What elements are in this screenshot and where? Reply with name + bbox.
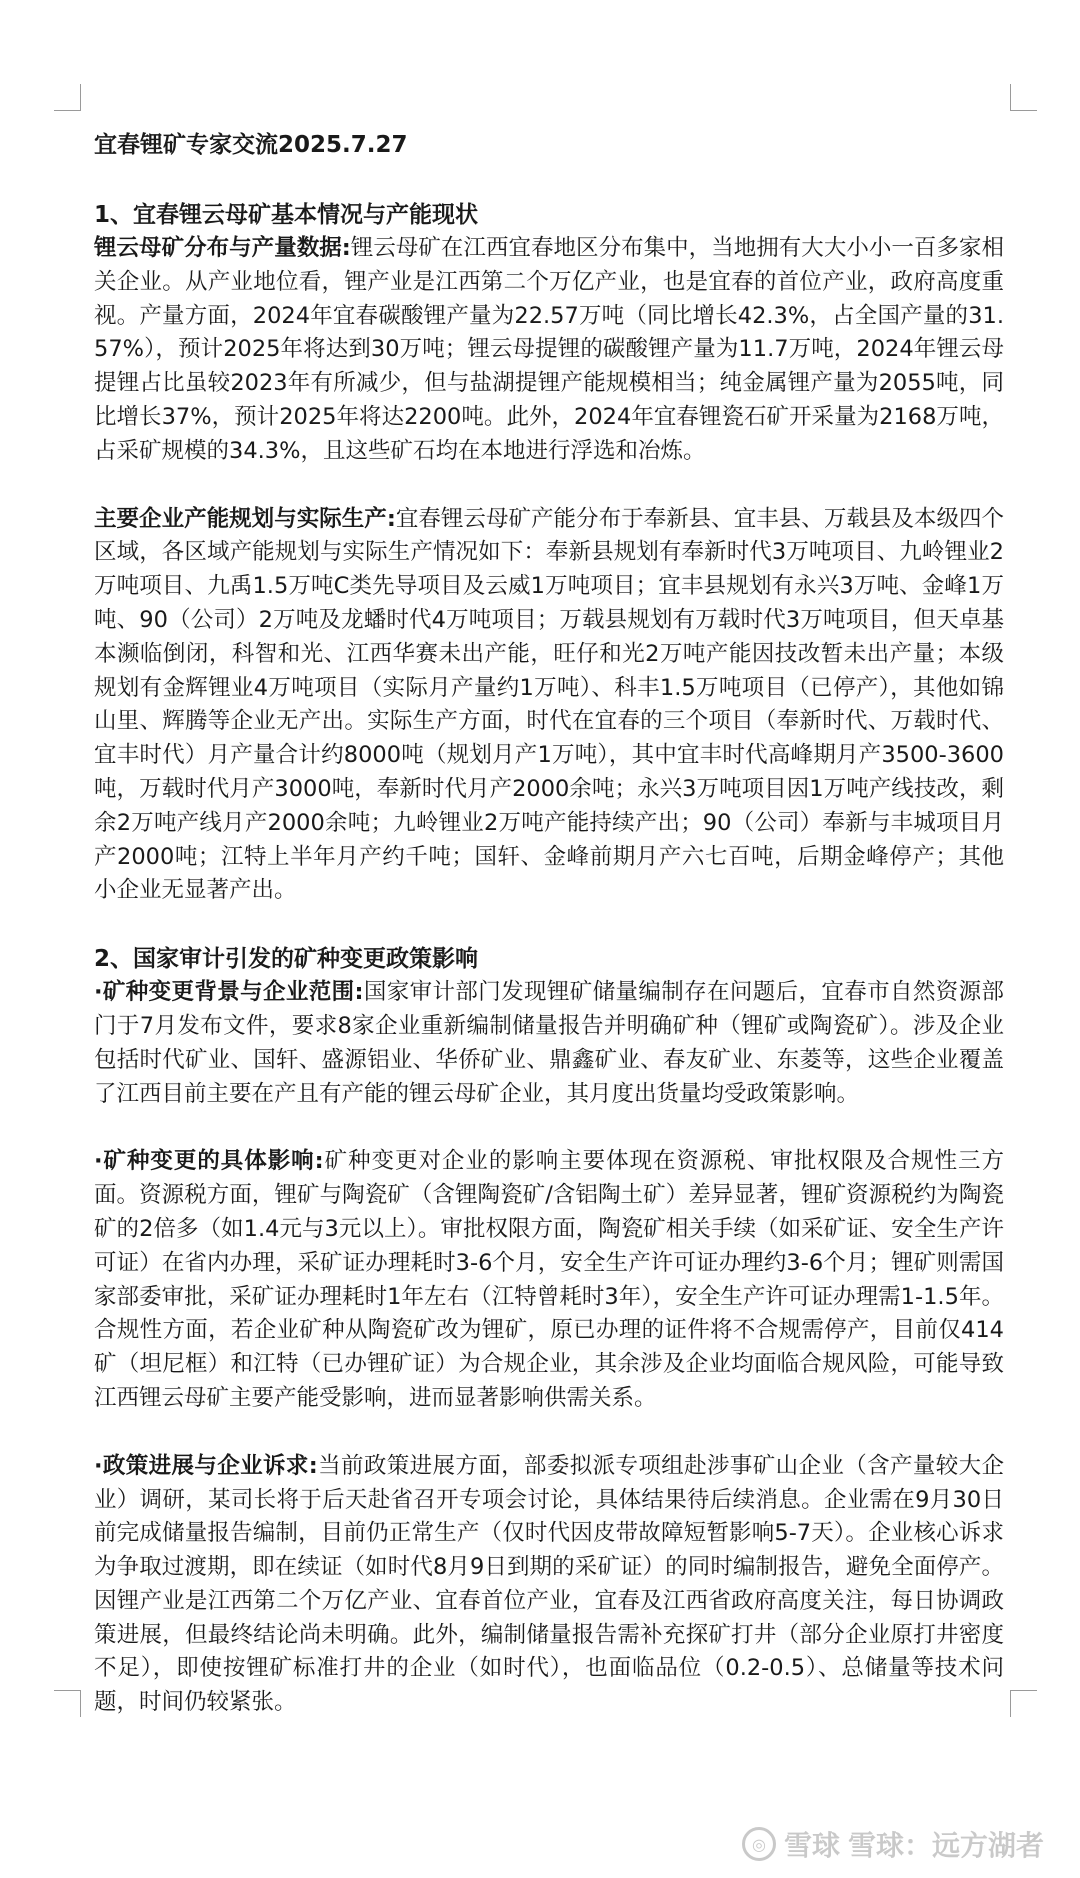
page-corner-mark-top-left xyxy=(54,84,81,111)
paragraph-body: 锂云母矿在江西宜春地区分布集中，当地拥有大大小小一百多家相关企业。从产业地位看，锂产业是江西第二个万亿产业，也是宜春的首位产业，政府高度重视。产量方面，2024年宜春碳酸锂产量为22.57万吨（同比增长42.3%，占全国产量的31.57%），预计2025年将达到30万吨；锂云母提锂的碳酸锂产量为11.7万吨，2024年锂云母提锂占比虽较2023年有所减少，但与盐湖提锂产能规模相当；纯金属锂产量为2055吨，同比增长37%，预计2025年将达2200吨。此外，2024年宜春锂瓷石矿开采量为2168万吨，占采矿规模的34.3%，且这些矿石均在本地进行浮选和冶炼。 xyxy=(94,235,1004,464)
paragraph-lead: ·矿种变更的具体影响: xyxy=(94,1148,324,1175)
paragraph-body: 当前政策进展方面，部委拟派专项组赴涉事矿山企业（含产量较大企业）调研，某司长将于后天赴省召开专项会讨论，具体结果待后续消息。企业需在9月30日前完成储量报告编制，目前仍正常生产（仅时代因皮带故障短暂影响5-7天）。企业核心诉求为争取过渡期，即在续证（如时代8月9日到期的采矿证）的同时编制报告，避免全面停产。因锂产业是江西第二个万亿产业、宜春首位产业，宜春及江西省政府高度关注，每日协调政策进展，但最终结论尚未明确。此外，编制储量报告需补充探矿打井（部分企业原打井密度不足），即使按锂矿标准打井的企业（如时代），也面临品位（0.2-0.5）、总储量等技术问题，时间仍较紧张。 xyxy=(94,1452,1004,1716)
paragraph-lead: 锂云母矿分布与产量数据: xyxy=(94,235,351,261)
paragraph-body: 宜春锂云母矿产能分布于奉新县、宜丰县、万载县及本级四个区域，各区域产能规划与实际生产情况如下：奉新县规划有奉新时代3万吨项目、九岭锂业2万吨项目、九禹1.5万吨C类先导项目及云威1万吨项目；宜丰县规划有永兴3万吨、金峰1万吨、90（公司）2万吨及龙蟠时代4万吨项目；万载县规划有万载时代3万吨项目，但天卓基本濒临倒闭，科智和光、江西华赛未出产能，旺仔和光2万吨产能因技改暂未出产量；本级规划有金辉锂业4万吨项目（实际月产量约1万吨）、科丰1.5万吨项目（已停产），其他如锦山里、辉腾等企业无产出。实际生产方面，时代在宜春的三个项目（奉新时代、万载时代、宜丰时代）月产量合计约8000吨（规划月产1万吨），其中宜丰时代高峰期月产3500-3600吨，万载时代月产3000吨，奉新时代月产2000余吨；永兴3万吨项目因1万吨产线技改，剩余2万吨产线月产2000余吨；九岭锂业2万吨产能持续产出；90（公司）奉新与丰城项目月产2000吨；江特上半年月产约千吨；国轩、金峰前期月产六七百吨，后期金峰停产；其他小企业无显著产出。 xyxy=(94,505,1004,904)
paragraph-body: 国家审计部门发现锂矿储量编制存在问题后，宜春市自然资源部门于7月发布文件，要求8家企业重新编制储量报告并明确矿种（锂矿或陶瓷矿）。涉及企业包括时代矿业、国轩、盛源铝业、华侨矿业、鼎鑫矿业、春友矿业、东菱等，这些企业覆盖了江西目前主要在产且有产能的锂云母矿企业，其月度出货量均受政策影响。 xyxy=(94,979,1004,1107)
paragraph-lithium-mica-output xyxy=(94,232,1004,469)
page-corner-mark-bottom-right xyxy=(1010,1690,1037,1717)
page-corner-mark-bottom-left xyxy=(54,1690,81,1717)
document-title: 宜春锂矿专家交流2025.7.27 xyxy=(94,132,408,158)
paragraph-policy-progress xyxy=(94,1450,1004,1720)
document-page xyxy=(94,128,1004,1754)
paragraph-lead: 主要企业产能规划与实际生产: xyxy=(94,505,396,532)
paragraph-mineral-change-background xyxy=(94,976,1004,1111)
section-heading-2: 2、国家审计引发的矿种变更政策影响 xyxy=(94,946,479,973)
watermark xyxy=(742,1824,1044,1864)
xueqiu-logo-icon: ◎ xyxy=(742,1827,776,1861)
paragraph-mineral-change-impact xyxy=(94,1145,1004,1415)
paragraph-enterprise-capacity xyxy=(94,503,1004,909)
section-heading-1: 1、宜春锂云母矿基本情况与产能现状 xyxy=(94,202,479,228)
watermark-logo-text: 雪球 xyxy=(783,1829,840,1862)
watermark-text: 雪球：远方湖者 xyxy=(847,1829,1044,1862)
paragraph-lead: ·政策进展与企业诉求: xyxy=(94,1452,318,1479)
page-corner-mark-top-right xyxy=(1010,84,1037,111)
paragraph-body: 矿种变更对企业的影响主要体现在资源税、审批权限及合规性三方面。资源税方面，锂矿与陶瓷矿（含锂陶瓷矿/含铝陶土矿）差异显著，锂矿资源税约为陶瓷矿的2倍多（如1.4元与3元以上）。审批权限方面，陶瓷矿相关手续（如采矿证、安全生产许可证）在省内办理，采矿证办理耗时3-6个月，安全生产许可证办理约3-6个月；锂矿则需国家部委审批，采矿证办理耗时1年左右（江特曾耗时3年），安全生产许可证办理需1-1.5年。合规性方面，若企业矿种从陶瓷矿改为锂矿，原已办理的证件将不合规需停产，目前仅414矿（坦尼框）和江特（已办锂矿证）为合规企业，其余涉及企业均面临合规风险，可能导致江西锂云母矿主要产能受影响，进而显著影响供需关系。 xyxy=(94,1148,1004,1411)
paragraph-lead: ·矿种变更背景与企业范围: xyxy=(94,979,364,1006)
